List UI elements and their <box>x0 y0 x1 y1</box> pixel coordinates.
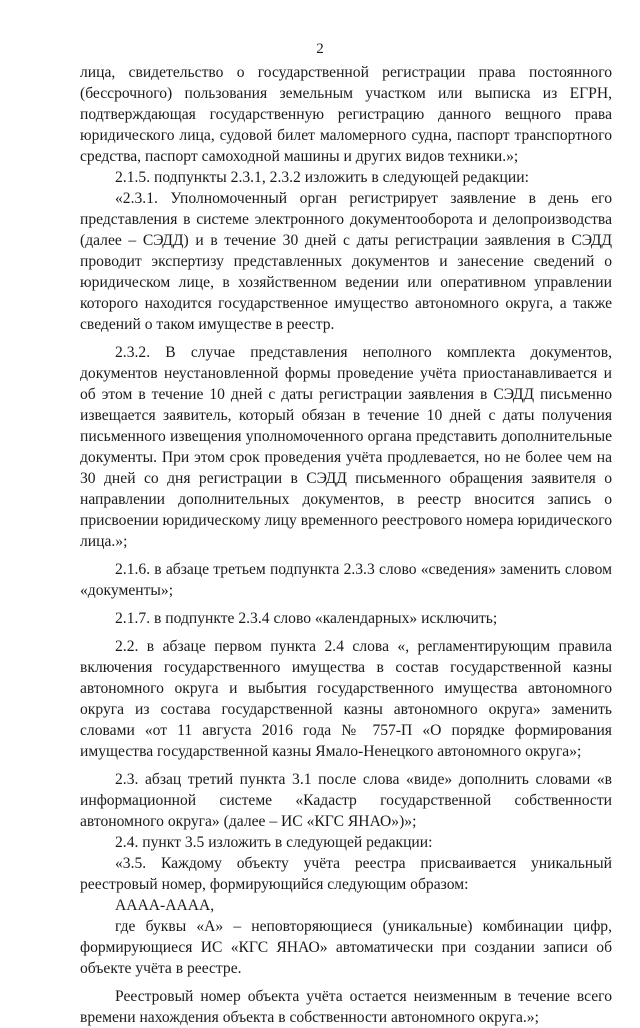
page-number: 2 <box>316 41 324 57</box>
paragraph: 2.2. в абзаце первом пункта 2.4 слова «, регламентирующим правила включения государственного имущества в состав государственной казны автономного округа и выбытия государственного имущества автономного округа из состава государственной казны автономного округа» заменить словами «от 11 августа 2016 года № 757-П «О порядке формирования имущества государственной казны Ямало-Ненецкого автономного округа»; <box>80 638 612 760</box>
paragraph: 2.1.5. подпункты 2.3.1, 2.3.2 изложить в следующей редакции: <box>115 169 529 186</box>
paragraph: лица, свидетельство о государственной регистрации права постоянного (бессрочного) пользования земельным участком или выписка из ЕГРН, подтверждающая государственную регистрацию данного вещного права юридического лица, судовой билет маломерного судна, паспорт транспортного средства, паспорт самоходной машины и других видов техники.»; <box>80 64 612 165</box>
paragraph: где буквы «А» – неповторяющиеся (уникальные) комбинации цифр, формирующиеся ИС «КГС ЯНАО» автоматически при создании записи об объекте учёта в реестре. <box>80 918 612 977</box>
paragraph: «3.5. Каждому объекту учёта реестра присваивается уникальный реестровый номер, формирующийся следующим образом: <box>80 855 612 893</box>
paragraph: 2.3.2. В случае представления неполного комплекта документов, документов неустановленной формы проведение учёта приостанавливается и об этом в течение 10 дней с даты регистрации заявления в СЭДД письменно извещается заявитель, который обязан в течение 10 дней с даты получения письменного извещения уполномоченного органа представить дополнительные документы. При этом срок проведения учёта продлевается, но не более чем на 30 дней со дня регистрации в СЭДД письменного обращения заявителя о направлении дополнительных документов, в реестр вносится запись о присвоении юридическому лицу временного реестрового номера юридического лица.»; <box>80 344 612 550</box>
paragraph: АААА-АААА, <box>115 897 215 914</box>
paragraph: Реестровый номер объекта учёта остается неизменным в течение всего времени нахождения объекта в собственности автономного округа.»; <box>80 988 612 1026</box>
paragraph: 2.1.6. в абзаце третьем подпункта 2.3.3 слово «сведения» заменить словом «документы»; <box>80 561 612 599</box>
document-body <box>80 62 612 1028</box>
paragraph: 2.1.7. в подпункте 2.3.4 слово «календарных» исключить; <box>115 610 498 627</box>
paragraph: «2.3.1. Уполномоченный орган регистрирует заявление в день его представления в системе электронного документооборота и делопроизводства (далее – СЭДД) и в течение 30 дней с даты регистрации заявления в СЭДД проводит экспертизу представленных документов и занесение сведений о юридическом лице, в хозяйственном ведении или оперативном управлении которого находится государственное имущество автономного округа, а также сведений о таком имуществе в реестр. <box>80 190 612 333</box>
paragraph: 2.4. пункт 3.5 изложить в следующей редакции: <box>115 834 433 851</box>
paragraph: 2.3. абзац третий пункта 3.1 после слова «виде» дополнить словами «в информационной системе «Кадастр государственной собственности автономного округа» (далее – ИС «КГС ЯНАО»)»; <box>80 771 612 830</box>
